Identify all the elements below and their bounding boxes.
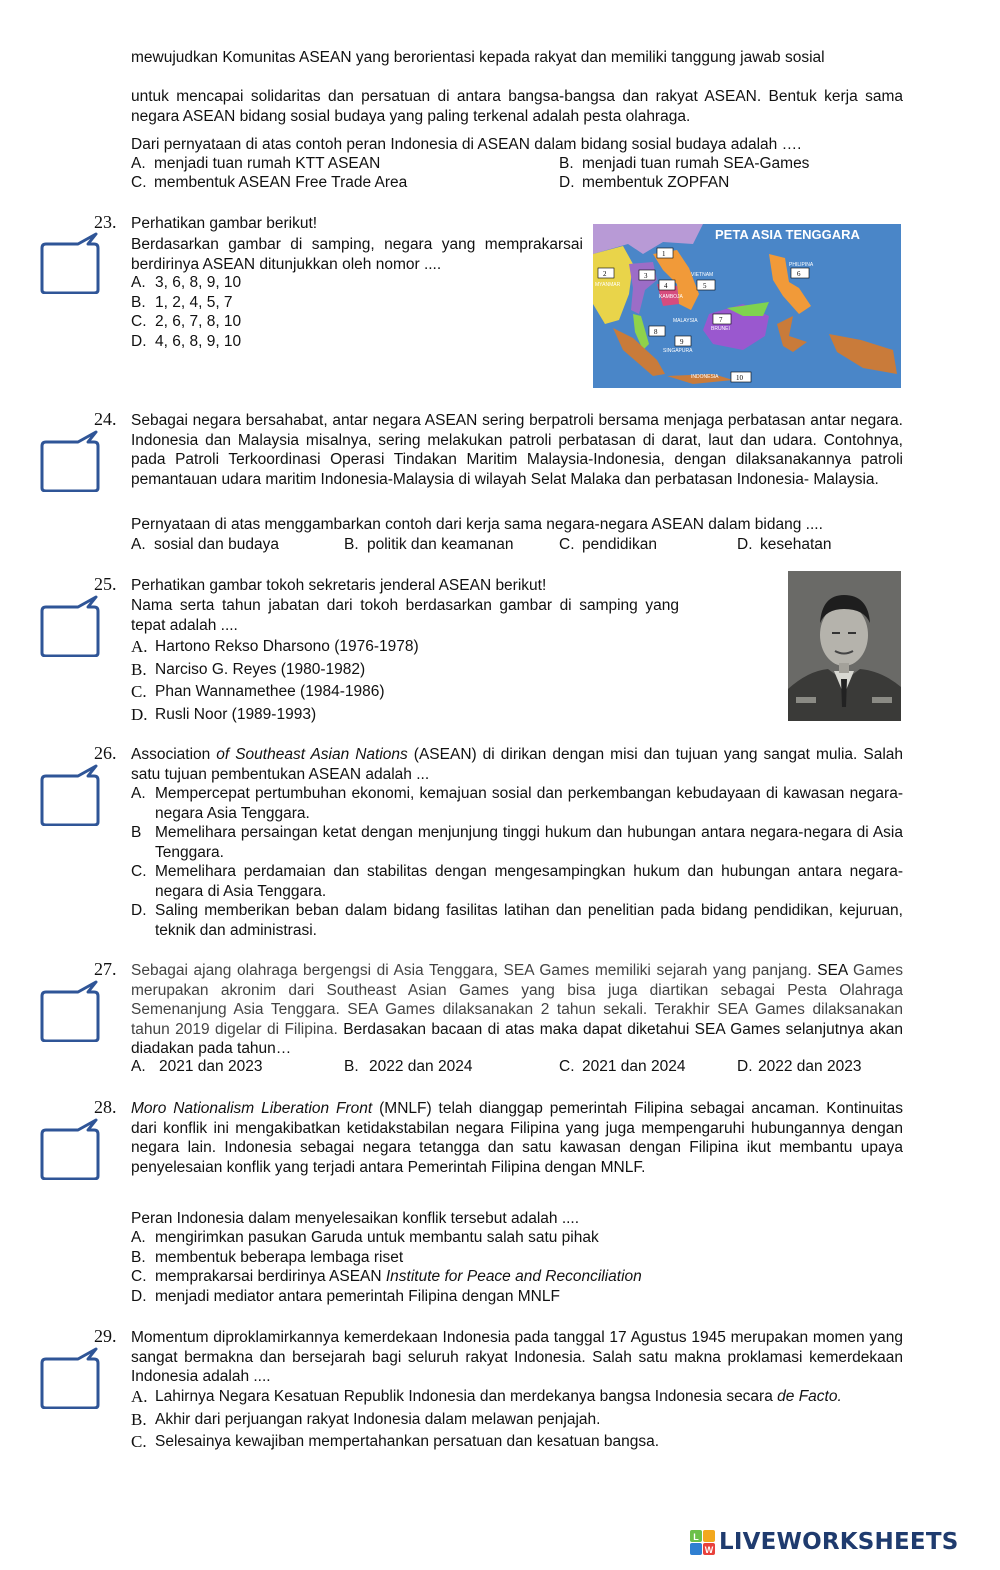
question-number: 23.	[94, 212, 117, 232]
option-text: menjadi mediator antara pemerintah Filipina dengan MNLF	[155, 1287, 560, 1305]
option-letter: A.	[131, 536, 146, 553]
text-run: Berdasakan bacaan di atas maka dapat diketahui SEA Games selanjutnya akan diadakan pada tahun…	[131, 1020, 904, 1057]
liveworksheets-logo	[690, 1528, 990, 1558]
option-letter: A.	[131, 785, 146, 802]
q26-text	[131, 745, 903, 784]
intro-question: Dari pernyataan di atas contoh peran Indonesia di ASEAN dalam bidang sosial budaya adalah ….	[131, 136, 802, 153]
q28-options	[131, 1228, 903, 1306]
map-label: PHILIPINA	[789, 262, 814, 268]
q29-text: Momentum diproklamirkannya kemerdekaan Indonesia pada tanggal 17 Agustus 1945 merupakan momen yang sangat bermakna dan bersejarah bagi seluruh rakyat Indonesia. Salah satu makna proklamasi kemerdekaan Indonesia adalah ....	[131, 1329, 903, 1385]
text-run-italic: Moro Nationalism Liberation Front	[131, 1100, 373, 1117]
intro-options-row-1	[131, 154, 931, 174]
text-run: SEA	[811, 962, 854, 979]
answer-bubble[interactable]	[40, 595, 100, 657]
option-letter: C.	[131, 863, 147, 880]
option-text: membentuk ASEAN Free Trade Area	[154, 174, 408, 191]
q27-text	[131, 961, 903, 1059]
option-letter: C.	[559, 536, 575, 553]
option-text: Rusli Noor (1989-1993)	[155, 705, 317, 723]
option-letter: C.	[131, 313, 147, 330]
option-text: 2022 dan 2023	[758, 1058, 862, 1075]
text-run: memprakarsai berdirinya ASEAN	[155, 1268, 386, 1285]
option-letter: A.	[131, 1058, 146, 1075]
option-text: membentuk ZOPFAN	[582, 174, 730, 191]
option-letter: A.	[131, 155, 146, 172]
question-number: 28.	[94, 1097, 117, 1117]
option-text: Narciso G. Reyes (1980-1982)	[155, 660, 366, 678]
option-text: 2021 dan 2023	[159, 1058, 263, 1075]
q23-text: Berdasarkan gambar di samping, negara yang memprakarsai berdirinya ASEAN ditunjukkan oleh nomor ....	[131, 236, 583, 273]
text-run-italic: de Facto.	[777, 1388, 842, 1405]
option-letter: D.	[559, 174, 575, 191]
option-letter: B.	[131, 1409, 147, 1429]
map-marker: 8	[654, 328, 658, 336]
option-letter: D.	[737, 536, 753, 553]
text-run-italic: Institute for Peace and Reconciliation	[385, 1268, 642, 1285]
answer-bubble[interactable]	[40, 1347, 100, 1409]
text-run: (ASEAN) di dirikan dengan misi dan tujuan yang sangat mulia. Salah satu tujuan pembentukan ASEAN adalah ...	[131, 746, 903, 783]
brand-name: LIVEWORKSHEETS	[719, 1529, 959, 1556]
option-letter: D.	[131, 704, 148, 724]
answer-bubble[interactable]	[40, 1118, 100, 1180]
option-text: menjadi tuan rumah SEA-Games	[582, 155, 810, 172]
option-letter: B.	[131, 293, 146, 311]
logo-letter: W	[704, 1545, 714, 1555]
q26-options	[131, 784, 903, 940]
option-letter: A.	[131, 1229, 146, 1246]
option-text: menjadi tuan rumah KTT ASEAN	[154, 155, 381, 172]
option-text: Mempercepat pertumbuhan ekonomi, kemajuan sosial dan perkembangan kebudayaan di kawasan negara-negara Asia Tenggara.	[155, 785, 903, 822]
option-letter: A.	[131, 274, 146, 291]
q27-options	[131, 1057, 931, 1077]
logo-letter: L	[693, 1532, 699, 1542]
option-letter: C.	[559, 1058, 575, 1075]
option-text: membentuk beberapa lembaga riset	[155, 1248, 404, 1266]
map-title: PETA ASIA TENGGARA	[715, 227, 860, 242]
option-text	[155, 1267, 903, 1287]
option-text: Akhir dari perjuangan rakyat Indonesia dalam melawan penjajah.	[155, 1410, 601, 1428]
map-label: MYANMAR	[595, 282, 621, 288]
option-text: mengirimkan pasukan Garuda untuk membantu salah satu pihak	[155, 1229, 599, 1246]
option-text: Memelihara persaingan ketat dengan menjunjung tinggi hukum dan hubungan antara negara-negara di Asia Tenggara.	[155, 824, 903, 861]
map-label: INDONESIA	[691, 374, 719, 380]
option-letter: A.	[131, 637, 148, 656]
option-text: Saling memberikan beban dalam bidang fasilitas latihan dan penelitian pada bidang pendidikan, kejuruan, teknik dan administrasi.	[155, 902, 903, 939]
option-letter: D.	[131, 1287, 147, 1305]
option-text: politik dan keamanan	[367, 536, 514, 553]
question-number: 24.	[94, 409, 117, 429]
intro-paragraph: untuk mencapai solidaritas dan persatuan di antara bangsa-bangsa dan rakyat ASEAN. Bentuk kerja sama negara ASEAN bidang sosial budaya yang paling terkenal adalah pesta olahraga.	[131, 88, 903, 125]
map-label: SINGAPURA	[663, 348, 693, 354]
q25-text: Nama serta tahun jabatan dari tokoh berdasarkan gambar di samping yang tepat adalah ....	[131, 597, 679, 634]
text-run: Association	[131, 746, 217, 763]
text-run: Sebagai ajang olahraga bergengsi di Asia Tenggara, SEA Games memiliki sejarah yang panjang.	[131, 962, 812, 979]
map-label: MALAYSIA	[673, 318, 698, 324]
q25-title: Perhatikan gambar tokoh sekretaris jenderal ASEAN berikut!	[131, 577, 547, 594]
q23-options	[131, 273, 431, 351]
option-text: 4, 6, 8, 9, 10	[155, 332, 242, 350]
option-letter: C.	[131, 174, 147, 191]
map-label: KAMBOJA	[659, 294, 683, 300]
map-marker: 9	[680, 338, 684, 346]
intro-options-row-2	[131, 173, 931, 193]
answer-bubble[interactable]	[40, 764, 100, 826]
map-marker: 6	[797, 270, 801, 278]
option-letter: B.	[131, 659, 147, 679]
option-text: 2, 6, 7, 8, 10	[155, 313, 242, 330]
map-marker: 1	[662, 250, 666, 258]
map-marker: 5	[703, 282, 707, 290]
answer-bubble[interactable]	[40, 980, 100, 1042]
text-run: Lahirnya Negara Kesatuan Republik Indonesia dan merdekanya bangsa Indonesia secara	[155, 1388, 778, 1405]
q24-options	[131, 535, 931, 555]
option-letter: B.	[344, 1058, 359, 1075]
option-text: kesehatan	[760, 536, 832, 553]
option-text: Selesainya kewajiban mempertahankan persatuan dan kesatuan bangsa.	[155, 1433, 660, 1450]
option-letter: C.	[131, 682, 147, 701]
option-letter: C.	[131, 1432, 147, 1451]
answer-bubble[interactable]	[40, 232, 100, 294]
text-run: (MNLF) telah dianggap pemerintah Filipina sebagai ancaman. Kontinuitas dari konflik ini mengakibatkan ketidakstabilan negara Filipina yang juga mempengaruhi hubungannya dengan negara lain. Indonesia sebagai negara tetangga dan satu kawasan dengan Filipina ikut membantu upaya penyelesaian konflik yang terjadi antara Pemerintah Filipina dengan MNLF.	[131, 1100, 903, 1176]
option-letter: B.	[344, 536, 359, 553]
q24-question: Pernyataan di atas menggambarkan contoh dari kerja sama negara-negara ASEAN dalam bidang ....	[131, 516, 823, 533]
southeast-asia-map	[593, 224, 901, 388]
option-letter: B.	[131, 1248, 146, 1266]
q24-text: Sebagai negara bersahabat, antar negara ASEAN sering berpatroli bersama menjaga perbatasan antar negara. Indonesia dan Malaysia misalnya, sering melakukan patroli perbatasan di darat, laut dan udara. Contohnya, pada Patroli Terkoordinasi Operasi Tindakan Maritim Malaysia-Indonesia, dengan dilaksanakannya patroli pemantauan udara maritim Indonesia-Malaysia di wilayah Selat Malaka dan perbatasan Indonesia- Malaysia.	[131, 412, 903, 488]
map-label: BRUNEI	[711, 326, 730, 332]
option-letter: A.	[131, 1387, 148, 1406]
q28-text	[131, 1099, 903, 1177]
option-text: 2022 dan 2024	[369, 1058, 473, 1075]
map-marker: 7	[719, 316, 723, 324]
q29-options	[131, 1386, 903, 1454]
question-number: 25.	[94, 574, 117, 594]
option-text: sosial dan budaya	[154, 536, 279, 553]
q23-title: Perhatikan gambar berikut!	[131, 215, 318, 232]
option-text: Phan Wannamethee (1984-1986)	[155, 683, 385, 700]
map-marker: 2	[603, 270, 607, 278]
option-letter: B.	[559, 155, 574, 172]
option-letter: D.	[131, 332, 147, 350]
option-letter: D.	[131, 902, 147, 919]
question-number: 29.	[94, 1326, 117, 1346]
q25-options	[131, 636, 631, 726]
map-marker: 3	[644, 272, 648, 280]
q28-question: Peran Indonesia dalam menyelesaikan konflik tersebut adalah ....	[131, 1210, 580, 1227]
option-text: Hartono Rekso Dharsono (1976-1978)	[155, 638, 419, 655]
map-marker: 10	[736, 374, 743, 382]
option-letter: D.	[737, 1058, 753, 1075]
logo-icon	[690, 1530, 716, 1556]
option-text	[155, 1386, 903, 1409]
option-letter: B	[131, 824, 142, 841]
map-label: VIETNAM	[691, 272, 714, 278]
question-number: 26.	[94, 743, 117, 763]
question-number: 27.	[94, 959, 117, 979]
map-marker: 4	[664, 282, 668, 290]
text-run: Games merupakan akronim dari Southeast Asian Games yang bisa juga diartikan sebagai Pesta Olahraga Semenanjung Asia Tenggara. SEA Games dilaksanakan 2 tahun sekali. Terakhir SEA Games dilaksanakan tahun 2019 digelar di Filipina.	[131, 962, 904, 1038]
option-letter: C.	[131, 1268, 147, 1285]
option-text: 1, 2, 4, 5, 7	[155, 293, 233, 311]
text-run-italic: of Southeast Asian Nations	[216, 746, 408, 763]
secretary-general-portrait	[788, 571, 901, 721]
option-text: 2021 dan 2024	[582, 1058, 686, 1075]
answer-bubble[interactable]	[40, 430, 100, 492]
intro-line: mewujudkan Komunitas ASEAN yang berorientasi kepada rakyat dan memiliki tanggung jawab sosial	[131, 49, 825, 66]
option-text: Memelihara perdamaian dan stabilitas dengan mengesampingkan hukum dan hubungan antara negara-negara di Asia Tenggara.	[155, 863, 903, 900]
option-text: pendidikan	[582, 536, 657, 553]
option-text: 3, 6, 8, 9, 10	[155, 274, 242, 291]
